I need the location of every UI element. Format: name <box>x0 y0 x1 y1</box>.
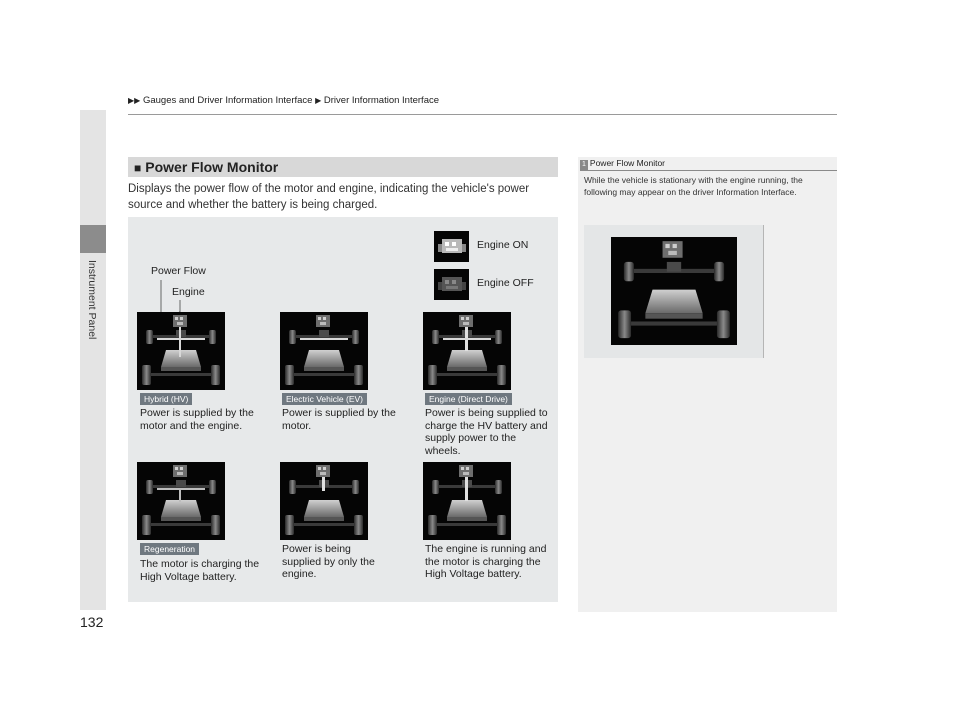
side-tab-label: Instrument Panel <box>86 260 98 340</box>
power-flow-callout: Power Flow <box>151 265 206 277</box>
ev-screen <box>280 312 368 390</box>
breadcrumb-item[interactable]: Gauges and Driver Information Interface <box>142 95 313 106</box>
mode-desc-ev: Power is supplied by the motor. <box>282 407 396 432</box>
engine-on-icon <box>434 231 469 262</box>
header-divider <box>128 114 837 115</box>
note-title-text: Power Flow Monitor <box>589 158 666 168</box>
mode-badge-ev: Electric Vehicle (EV) <box>282 393 367 405</box>
note-figure-divider <box>763 225 764 358</box>
section-intro: Displays the power flow of the motor and engine, indicating the vehicle's power source and whether the battery is being charged. <box>128 183 530 211</box>
note-number-badge: 1 <box>582 161 586 168</box>
mode-desc-engine-charging: The engine is running and the motor is charging the High Voltage battery. <box>425 543 547 580</box>
mode-badge-hybrid: Hybrid (HV) <box>140 393 192 405</box>
stationary-screen <box>611 237 737 345</box>
side-tab-marker <box>80 225 106 253</box>
note-text: While the vehicle is stationary with the engine running, the following may appear on the driver Information Interface. <box>584 175 803 197</box>
engine-charging-screen <box>423 462 511 540</box>
mode-desc-regeneration: The motor is charging the High Voltage battery. <box>140 558 260 583</box>
breadcrumb <box>128 95 439 106</box>
section-title: Power Flow Monitor <box>145 159 279 175</box>
page-number: 132 <box>80 614 104 630</box>
note-divider <box>580 170 837 171</box>
side-tab-bar <box>80 110 106 610</box>
mode-desc-engine-direct: Power is being supplied to charge the HV battery and supply power to the wheels. <box>425 407 548 457</box>
square-bullet-icon: ■ <box>134 161 142 175</box>
engine-callout: Engine <box>172 286 205 298</box>
regeneration-screen <box>137 462 225 540</box>
mode-badge-regeneration: Regeneration <box>140 543 199 555</box>
mode-badge-engine-direct: Engine (Direct Drive) <box>425 393 512 405</box>
note-title <box>580 158 665 170</box>
hybrid-screen <box>137 312 225 390</box>
mode-desc-hybrid: Power is supplied by the motor and the engine. <box>140 407 254 432</box>
engine-off-icon <box>434 269 469 300</box>
breadcrumb-arrow-icon: ▶ <box>315 96 322 105</box>
section-heading <box>128 157 558 177</box>
engine-direct-screen <box>423 312 511 390</box>
engine-only-screen <box>280 462 368 540</box>
breadcrumb-item[interactable]: Driver Information Interface <box>323 95 440 106</box>
engine-on-label: Engine ON <box>477 239 529 251</box>
engine-off-label: Engine OFF <box>477 277 534 289</box>
mode-desc-engine-only: Power is being supplied by only the engine. <box>282 543 375 580</box>
breadcrumb-arrow-icon: ▶▶ <box>128 96 141 105</box>
